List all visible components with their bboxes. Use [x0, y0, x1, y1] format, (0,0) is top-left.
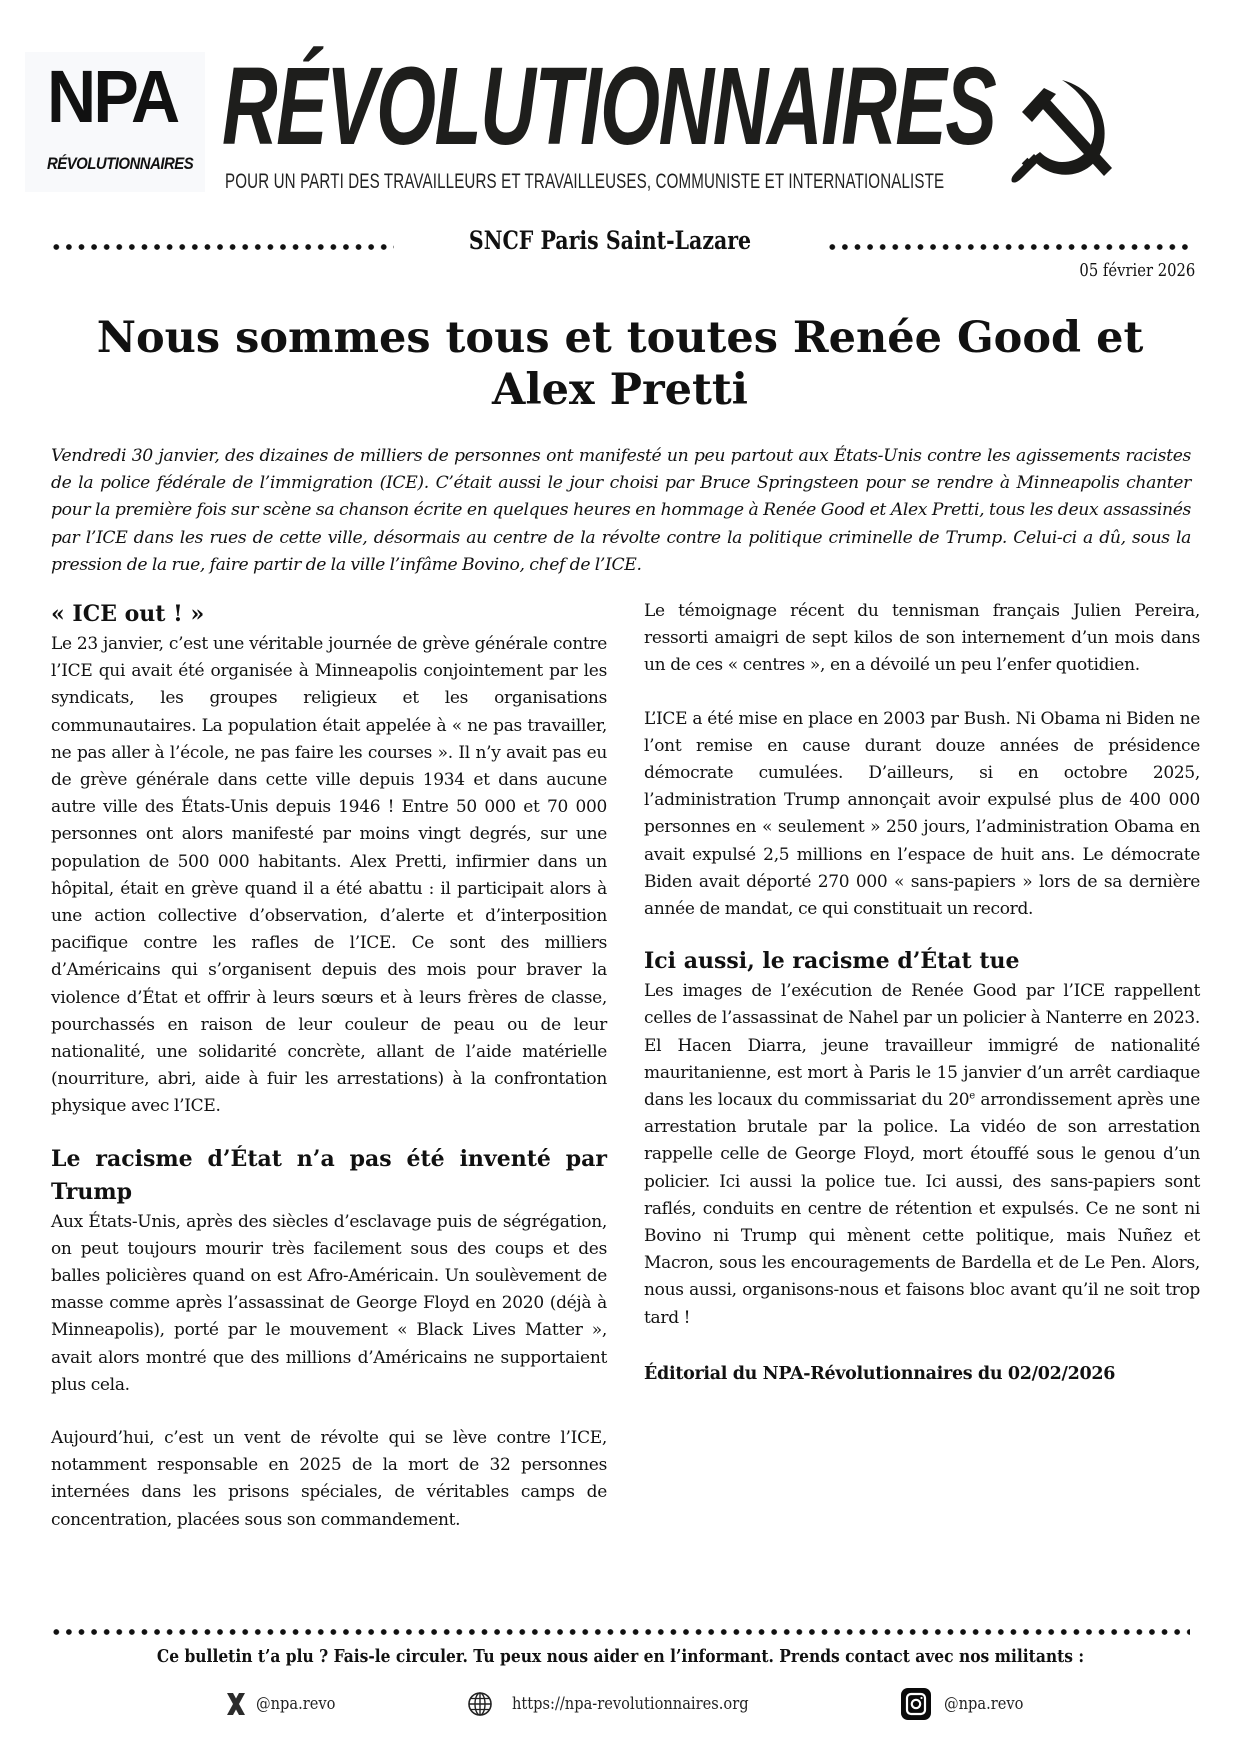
right-column	[644, 598, 1200, 1388]
masthead	[0, 0, 1241, 200]
npa-logo	[25, 52, 205, 192]
contact-website-link[interactable]	[466, 1686, 787, 1722]
dotted-divider-left	[50, 243, 394, 251]
paragraph: Le 23 janvier, c’est une véritable journée de grève générale contre l’ICE qui avait été organisée à Minneapolis conjointement par les syndicats, les groupes religieux et les organisations communautaires. La population était appelée à « ne pas travailler, ne pas aller à l’école, ne pas faire les courses ». Il n’y avait pas eu de grève générale dans cette ville depuis 1934 et dans aucune autre ville des États-Unis depuis 1946 ! Entre 50 000 et 70 000 personnes ont alors manifesté par moins vingt degrés, sur une population de 500 000 habitants. Alex Pretti, infirmier dans un hôpital, était en grève quand il a été abattu : il participait alors à une action collective d’observation, d’alerte et d’interposition pacifique contre les rafles de l’ICE. Ce sont des milliers d’Américains qui s’organisent depuis des mois pour braver la violence d’État et offrir à leurs sœurs et à leurs frères de classe, pourchassés en raison de leur couleur de peau ou de leur nationalité, une solidarité concrète, allant de l’aide matérielle (nourriture, abri, aide à fuir les arrestations) à la confrontation physique avec l’ICE.	[51, 634, 607, 1117]
instagram-icon	[900, 1687, 932, 1721]
paragraph-text: Les images de l’exécution de Renée Good par l’ICE rappellent celles de l’assassinat de Nahel par un policier à Nanterre en 2023. El Hacen Diarra, jeune travailleur immigré de nationalité mauritanienne, est mort à Paris le 15 janvier d’un arrêt cardiaque dans les locaux du commissariat du 20	[644, 981, 1200, 1111]
x-twitter-icon	[224, 1691, 248, 1717]
editorial-signature: Éditorial du NPA-Révolutionnaires du 02/02/2026	[644, 1363, 1116, 1384]
contact-instagram-label[interactable]: @npa.revo	[944, 1694, 1024, 1714]
globe-icon	[466, 1690, 494, 1718]
paragraph: Le témoignage récent du tennisman français Julien Pereira, ressorti amaigri de sept kilos de son internement d’un mois dans un de ces « centres », en a dévoilé un peu l’enfer quotidien.	[644, 601, 1200, 676]
logo-subtitle: RÉVOLUTIONNAIRES	[47, 154, 194, 173]
publication-tagline: POUR UN PARTI DES TRAVAILLEURS ET TRAVAILLEUSES, COMMUNISTE ET INTERNATIONALISTE	[225, 170, 945, 193]
dotted-divider-right	[826, 243, 1190, 251]
paragraph	[644, 978, 1200, 1332]
contact-instagram-link[interactable]	[900, 1686, 1036, 1722]
paragraph: Aux États-Unis, après des siècles d’esclavage puis de ségrégation, on peut toujours mourir très facilement sous des coups et des balles policières quand on est Afro-Américain. Un soulèvement de masse comme après l’assassinat de George Floyd en 2020 (déjà à Minneapolis), porté par le mouvement « Black Lives Matter », avait alors montré que des millions d’Américains ne supportaient plus cela.	[51, 1211, 607, 1395]
article-lede: Vendredi 30 janvier, des dizaines de milliers de personnes ont manifesté un peu partout aux États-Unis contre les agissements racistes de la police fédérale de l’immigration (ICE). C’était aussi le jour choisi par Bruce Springsteen pour se rendre à Minneapolis chanter pour la première fois sur scène sa chanson écrite en quelques heures en hommage à Renée Good et Alex Pretti, tous les deux assassinés par l’ICE dans les rues de cette ville, désormais au centre de la révolte contre la politique criminelle de Trump. Celui-ci a dû, sous la pression de la rue, faire partir de la ville l’infâme Bovino, chef de l’ICE.	[51, 446, 1191, 575]
paragraph: Aujourd’hui, c’est un vent de révolte qui se lève contre l’ICE, notamment responsable en 2025 de la mort de 32 personnes internées dans les prisons spéciales, de véritables camps de concentration, placées sous son commandement.	[51, 1428, 607, 1530]
hammer-and-sickle-icon	[1000, 62, 1120, 187]
contact-x-link[interactable]	[224, 1686, 348, 1722]
section-heading-racisme-etat: Le racisme d’État n’a pas été inventé par Trump	[51, 1145, 607, 1205]
contact-x-label[interactable]: @npa.revo	[256, 1694, 336, 1714]
section-heading-ice-out: « ICE out ! »	[51, 601, 205, 627]
article-headline: Nous sommes tous et toutes Renée Good et Alex Pretti	[96, 313, 1144, 415]
ordinal-superscript: e	[969, 1090, 975, 1102]
publication-title: RÉVOLUTIONNAIRES	[222, 45, 996, 168]
paragraph-text: arrondissement après une arrestation brutale par la police. La vidéo de son arrestation rappelle celle de George Floyd, mort étouffé sous le genou d’un policier. Ici aussi la police tue. Ici aussi, des sans-papiers sont raflés, conduits en centre de rétention et expulsés. Ce ne sont ni Bovino ni Trump qui mènent cette politique, mais Nuñez et Macron, sous les encouragements de Bardella et de Le Pen. Alors, nous aussi, organisons-nous et faisons bloc avant qu’il ne soit trop tard !	[644, 1090, 1201, 1328]
section-heading-ici-aussi: Ici aussi, le racisme d’État tue	[644, 948, 1020, 975]
footer-call-to-action: Ce bulletin t’a plu ? Fais-le circuler. Tu peux nous aider en l’informant. Prends contact avec nos militants :	[156, 1646, 1085, 1667]
left-column	[51, 598, 607, 1534]
contact-website-label[interactable]: https://npa-revolutionnaires.org	[512, 1694, 749, 1714]
publication-date: 05 février 2026	[1079, 260, 1195, 281]
logo-npa-text: NPA	[47, 55, 178, 138]
paragraph: L’ICE a été mise en place en 2003 par Bush. Ni Obama ni Biden ne l’ont remise en cause durant douze années de présidence démocrate cumulées. D’ailleurs, si en octobre 2025, l’administration Trump annonçait avoir expulsé plus de 400 000 personnes en « seulement » 250 jours, l’administration Obama en avait expulsé 2,5 millions en l’espace de huit ans. Le démocrate Biden avait déporté 270 000 « sans-papiers » lors de sa dernière année de mandat, ce qui constituait un record.	[644, 708, 1200, 920]
section-name: SNCF Paris Saint-Lazare	[468, 226, 752, 255]
footer-dotted-divider	[50, 1628, 1190, 1636]
